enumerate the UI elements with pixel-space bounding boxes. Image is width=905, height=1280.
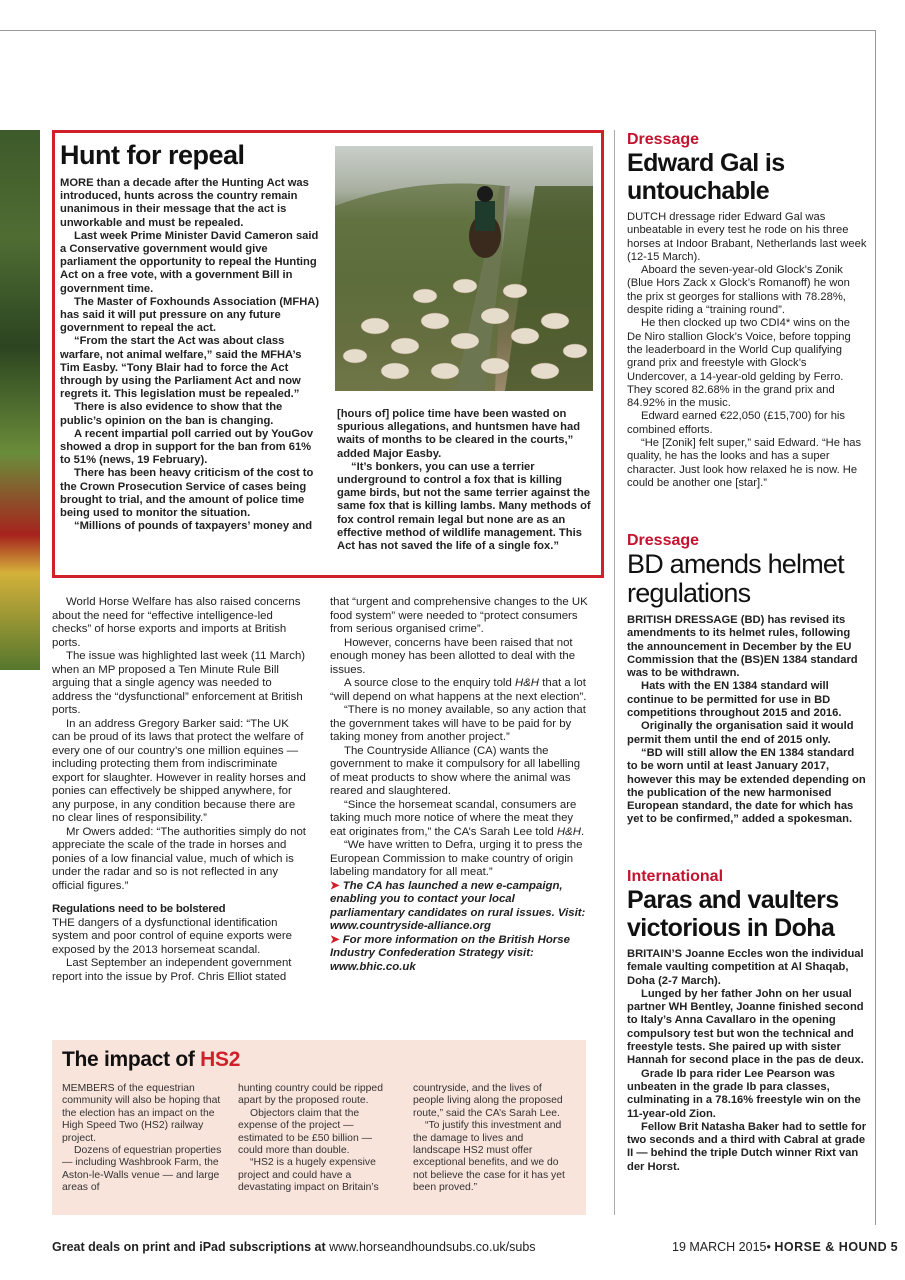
- story-bd-helmet: [627, 532, 867, 827]
- hunt-para: “From the start the Act was about class warfare, not animal welfare,” said the MFHA’s Tim Easby. “Tony Blair had to force the Act through by using the Parliament Act and now regrets it. This legislation must be repealed.”: [60, 335, 302, 401]
- masthead: HORSE & HOUND: [774, 1240, 888, 1254]
- story-headline: Edward Gal is untouchable: [627, 149, 785, 205]
- story-edward-gal: [627, 131, 867, 490]
- hunt-column-2: [337, 408, 593, 553]
- hunt-para: MORE than a decade after the Hunting Act was introduced, hunts across the country remain unanimous in their message that the act is unworkable and must be repealed.: [60, 177, 309, 229]
- hunt-para: The Master of Foxhounds Association (MFHA) has said it will put pressure on any future government to repeal the act.: [60, 295, 320, 335]
- page-folio: 19 MARCH 2015• HORSE & HOUND 5: [672, 1240, 899, 1254]
- hunt-para: Last week Prime Minister David Cameron said a Conservative government would give parliament the opportunity to repeal the Hunting Act on a free vote, with a government Bill in government time.: [60, 229, 319, 295]
- hs2-column-3: [413, 1083, 573, 1195]
- promo-bhic[interactable]: ➤ For more information on the British Horse Industry Confederation Strategy visit: www.bhic.co.uk: [330, 933, 570, 973]
- hs2-para: MEMBERS of the equestrian community will also be hoping that the election has an impact on the High Speed Two (HS2) railway project.: [62, 1083, 221, 1144]
- hs2-column-1: [62, 1083, 222, 1195]
- hs2-headline: The impact of HS2: [62, 1048, 241, 1071]
- body-para: A source close to the enquiry told H&H that a lot “will depend on what happens at the next election”.: [330, 677, 587, 703]
- story-doha: [627, 868, 867, 1174]
- body-para: “We have written to Defra, urging it to press the European Commission to make country of origin labeling mandatory for all meat.”: [330, 839, 583, 878]
- subscription-promo: Great deals on print and iPad subscriptions at www.horseandhoundsubs.co.uk/subs: [52, 1240, 536, 1254]
- hounds-lane-illustration: [335, 146, 593, 391]
- column-rule: [614, 130, 615, 1215]
- body-para: World Horse Welfare has also raised concerns about the need for “effective intelligence-led checks” of horse exports and imports at British ports.: [52, 596, 301, 649]
- hs2-para: “HS2 is a hugely expensive project and could have a devastating impact on Britain’s: [238, 1157, 379, 1194]
- body-para: The Countryside Alliance (CA) wants the government to make it compulsory for all labelling of meat products to show where the animal was reared and slaughtered.: [330, 744, 581, 797]
- hunt-column-1: [60, 177, 320, 533]
- hunt-para: A recent impartial poll carried out by YouGov showed a drop in support for the ban from 61% to 51% (news, 19 February).: [60, 427, 314, 467]
- issue-date: 19 MARCH 2015: [672, 1240, 767, 1254]
- arrow-icon: ➤: [330, 879, 340, 892]
- body-para: However, concerns have been raised that not enough money has been allotted to deal with the issues.: [330, 636, 576, 676]
- story-copy: BRITISH DRESSAGE (BD) has revised its amendments to its helmet rules, following the announcement in December by the EU Commission that the (BS)EN 1384 standard was to be withdrawn. Hats with the EN 1384 standard will continue to be permitted for use in BD competitions throughout 2015 and 2016. Originally the organisation said it would permit them until the end of 2015 only. “BD will still allow the EN 1384 standard to be worn until at least January 2017, however this may be extended depending on the publication of the new harmonised European standard, the date for which has yet to be confirmed,” added a spokesman.: [627, 614, 866, 826]
- hs2-para: Objectors claim that the expense of the project — estimated to be £50 billion — could more than double.: [238, 1107, 373, 1157]
- top-rule: [0, 30, 875, 31]
- hunt-para: [hours of] police time have been wasted on spurious allegations, and huntsmen have had waits of months to be cleared in the courts,” added Major Easby.: [337, 408, 581, 460]
- main-column-1: [52, 596, 310, 984]
- section-kicker: International: [627, 868, 724, 885]
- hunt-para: There has been heavy criticism of the cost to the Crown Prosecution Service of cases being brought to trial, and the amount of police time being used to monitor the situation.: [60, 467, 314, 520]
- hs2-column-2: [238, 1083, 398, 1195]
- arrow-icon: ➤: [330, 933, 340, 946]
- body-para: The issue was highlighted last week (11 March) when an MP proposed a Ten Minute Rule Bill arguing that a single agency was needed to address the “dysfunctional” enforcement at British ports.: [52, 650, 306, 716]
- hs2-para: Dozens of equestrian properties — including Washbrook Farm, the Aston-le-Walls venue — and large areas of: [62, 1145, 222, 1194]
- main-column-2: [330, 596, 592, 974]
- hunt-para: “Millions of pounds of taxpayers’ money and: [74, 520, 313, 533]
- left-edge-photo: [0, 130, 40, 670]
- promo-countryside-alliance[interactable]: ➤ The CA has launched a new e-campaign, enabling you to contact your local parliamentary candidates on rural issues. Visit: www.countryside-alliance.org: [330, 879, 586, 932]
- right-rule: [875, 30, 876, 1225]
- hs2-para: “To justify this investment and the damage to lives and landscape HS2 must offer exceptional benefits, and we do not believe the case for it has yet been proved.”: [413, 1120, 565, 1194]
- body-para: THE dangers of a dysfunctional identification system and poor control of equine exports were exposed by the 2013 horsemeat scandal.: [52, 916, 292, 956]
- hs2-para: countryside, and the lives of people living along the proposed route,” said the CA’s Sarah Lee.: [413, 1083, 563, 1119]
- story-copy: BRITAIN’S Joanne Eccles won the individual female vaulting competition at Al Shaqab, Doha (2-7 March). Lunged by her father John on her usual partner WH Bentley, Joanne finished second to Italy’s Anna Cavallaro in the opening compulsory test but won the technical and freestyle tests. She paired up with sister Hannah for second place in the pas de deux. Grade Ib para rider Lee Pearson was unbeaten in the grade Ib para classes, culminating in a 78.16% freestyle win on the 11-year-old Zion. Fellow Brit Natasha Baker had to settle for two seconds and a third with Cabral at grade II — behind the triple Dutch winner Rixt van der Horst.: [627, 948, 867, 1173]
- body-para: Mr Owers added: “The authorities simply do not appreciate the scale of the trade in horses and ponies of a low financial value, much of which is under the radar and so is not reflected in any official figures.”: [52, 825, 306, 892]
- body-para: Last September an independent government report into the issue by Prof. Chris Elliot stated: [52, 957, 292, 983]
- hunt-para: There is also evidence to show that the public’s opinion on the ban is changing.: [60, 401, 283, 427]
- page-number: 5: [890, 1240, 899, 1254]
- story-headline: BD amends helmet regulations: [627, 549, 844, 608]
- body-para: “Since the horsemeat scandal, consumers are taking much more notice of where the meat they eat originates from,” the CA’s Sarah Lee told H&H.: [330, 798, 585, 838]
- hunt-para: “It’s bonkers, you can use a terrier underground to control a fox that is killing game birds, but not the same terrier against the same fox that is killing lambs. Many methods of fox control remain legal but none are as an effective method of wildlife management. This Act has not saved the life of a single fox.”: [337, 460, 591, 553]
- body-para: In an address Gregory Barker said: “The UK can be proud of its laws that protect the welfare of every one of our country’s one million equines — including protecting them from indiscriminate export for slaughter. However in reality horses and ponies can effectively be shipped anywhere, for any purpose, in any condition because there are no clear lines of responsibility.”: [52, 717, 306, 824]
- section-kicker: Dressage: [627, 532, 700, 549]
- story-headline: Paras and vaulters victorious in Doha: [627, 886, 839, 942]
- body-para: “There is no money available, so any action that the government takes will have to be paid for by taking money from another project.”: [330, 704, 586, 743]
- body-para: that “urgent and comprehensive changes to the UK food system” were needed to “protect consumers from serious organised crime”.: [330, 596, 588, 635]
- subscription-link[interactable]: www.horseandhoundsubs.co.uk/subs: [329, 1240, 536, 1254]
- story-copy: DUTCH dressage rider Edward Gal was unbeatable in every test he rode on his three horses at Indoor Brabant, Netherlands last week (12-15 March). Aboard the seven-year-old Glock’s Zonik (Blue Hors Zack x Glock’s Romanoff) he won the prix st georges for stallions with 78.28%, despite riding a “training round”. He then clocked up two CDI4* wins on the De Niro stallion Glock’s Voice, before topping the leaderboard in the World Cup qualifying grand prix and freestyle with Glock’s Undercover, a 14-year-old gelding by Ferro. They scored 82.68% in the grand prix and 84.92% in the music. Edward earned €22,050 (£15,700) for his combined efforts. “He [Zonik] felt super,” said Edward. “He has quality, he has the looks and has a super character. Just look how relaxed he is now. He could be another one [star].”: [627, 211, 867, 489]
- subhead: Regulations need to be bolstered: [52, 903, 226, 915]
- hunt-photo: [335, 146, 593, 391]
- hs2-para: hunting country could be ripped apart by the proposed route.: [238, 1083, 383, 1107]
- hunt-headline: Hunt for repeal: [60, 140, 245, 170]
- section-kicker: Dressage: [627, 131, 700, 148]
